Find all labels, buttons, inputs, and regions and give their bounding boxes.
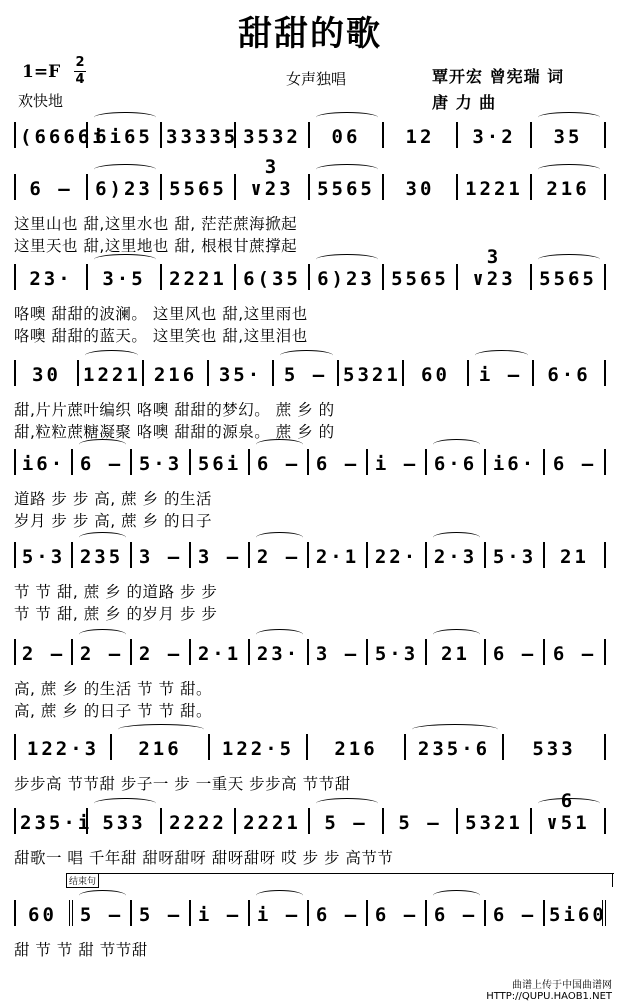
ending-bracket-line bbox=[66, 873, 614, 874]
measure-notes: 5·3 bbox=[21, 546, 66, 568]
measure bbox=[309, 639, 368, 665]
measure-notes: 6 – bbox=[374, 904, 419, 926]
measure bbox=[14, 900, 73, 926]
measure bbox=[532, 264, 606, 290]
measure-notes: 35· bbox=[218, 364, 263, 386]
measure bbox=[236, 808, 310, 834]
measure bbox=[79, 360, 144, 386]
measure bbox=[404, 360, 469, 386]
measure bbox=[458, 808, 532, 834]
measure bbox=[250, 542, 309, 568]
measure bbox=[14, 542, 73, 568]
slur-arc bbox=[256, 439, 303, 450]
measure-notes: 533 bbox=[102, 812, 146, 834]
measure-notes: 21 bbox=[441, 643, 470, 665]
lyric-line: 咯噢 甜甜的波澜。 这里风也 甜,这里雨也 bbox=[14, 305, 308, 323]
slur-arc bbox=[256, 890, 303, 901]
measure-notes: 6 – bbox=[79, 453, 124, 475]
measure-notes: 216 bbox=[546, 178, 590, 200]
measure-notes: 2 – bbox=[79, 643, 124, 665]
slur-arc bbox=[433, 890, 480, 901]
score-row bbox=[14, 540, 606, 623]
measure bbox=[310, 174, 384, 200]
measure-notes: i – bbox=[374, 453, 419, 475]
slur-arc bbox=[475, 350, 528, 361]
score-row bbox=[14, 790, 606, 867]
lyric-line: 这里山也 甜,这里水也 甜, 茫茫蔗海掀起 bbox=[14, 215, 298, 233]
slur-arc bbox=[79, 890, 126, 901]
lyric-line: 这里天也 甜,这里地也 甜, 根根甘蔗撑起 bbox=[14, 237, 298, 255]
measure bbox=[191, 639, 250, 665]
measure-notes: 122·5 bbox=[221, 738, 295, 760]
measure-notes: 6 – bbox=[315, 453, 360, 475]
slur-arc bbox=[538, 164, 600, 175]
lyric-line: 甜 节 节 甜 节节甜 bbox=[14, 941, 148, 959]
measure bbox=[368, 449, 427, 475]
measure bbox=[486, 542, 545, 568]
score-row bbox=[14, 898, 607, 959]
measure bbox=[309, 542, 368, 568]
slur-arc bbox=[316, 798, 378, 809]
measure-notes: i6· bbox=[492, 453, 537, 475]
measure bbox=[458, 174, 532, 200]
notes-line bbox=[14, 637, 606, 665]
measure-notes: 5 – bbox=[79, 904, 124, 926]
notes-line bbox=[14, 156, 606, 200]
slur-arc bbox=[316, 164, 378, 175]
measure bbox=[162, 174, 236, 200]
measure bbox=[250, 900, 309, 926]
measure-notes: 22· bbox=[374, 546, 419, 568]
score-row bbox=[14, 732, 606, 793]
performer-label: 女声独唱 bbox=[286, 70, 347, 88]
slur-arc bbox=[433, 532, 480, 543]
measure-notes: 6)23 bbox=[317, 268, 375, 290]
ending-bracket-end bbox=[612, 873, 613, 887]
watermark-line-1: 曲谱上传于中国曲谱网 bbox=[512, 980, 612, 991]
measure-notes: 6 – bbox=[29, 178, 73, 200]
measure bbox=[88, 808, 162, 834]
ending-marker: 结束句 bbox=[66, 873, 99, 888]
measure bbox=[368, 900, 427, 926]
slur-arc bbox=[94, 164, 156, 175]
measure-notes: 6 – bbox=[492, 904, 537, 926]
measure-notes: 6 – bbox=[315, 904, 360, 926]
measure-notes: 2221 bbox=[169, 268, 227, 290]
measure-notes: 3·2 bbox=[472, 126, 516, 148]
measure-notes: 533 bbox=[532, 738, 576, 760]
measure bbox=[88, 122, 162, 148]
song-title: 甜甜的歌 bbox=[238, 14, 382, 54]
measure-notes: 122·3 bbox=[26, 738, 100, 760]
measure bbox=[368, 542, 427, 568]
measure bbox=[88, 174, 162, 200]
notes-line bbox=[14, 540, 606, 568]
slur-arc bbox=[316, 254, 378, 265]
lyric-line: 咯噢 甜甜的蓝天。 这里笑也 甜,这里泪也 bbox=[14, 327, 308, 345]
measure-notes: 3 ∨23 bbox=[250, 156, 294, 200]
key-signature: 1=F bbox=[22, 62, 61, 82]
lyric-line: 高, 蔗 乡 的生活 节 节 甜。 bbox=[14, 680, 212, 698]
slur-arc bbox=[79, 532, 126, 543]
tempo-marking: 欢快地 bbox=[18, 92, 64, 110]
score-row bbox=[14, 156, 606, 255]
slur-arc bbox=[412, 724, 498, 735]
measure-notes: 5565 bbox=[169, 178, 227, 200]
measure bbox=[250, 639, 309, 665]
score-row bbox=[14, 358, 606, 441]
notes-line bbox=[14, 790, 606, 834]
slur-arc bbox=[538, 798, 600, 809]
measure bbox=[545, 639, 606, 665]
measure bbox=[14, 360, 79, 386]
measure bbox=[73, 639, 132, 665]
slur-arc bbox=[433, 629, 480, 640]
measure bbox=[88, 264, 162, 290]
measure bbox=[384, 174, 458, 200]
measure-notes: 6 – bbox=[552, 643, 597, 665]
measure bbox=[427, 449, 486, 475]
measure-notes: 5321 bbox=[343, 364, 401, 386]
measure bbox=[14, 449, 73, 475]
measure bbox=[309, 900, 368, 926]
measure bbox=[384, 122, 458, 148]
slur-arc bbox=[79, 629, 126, 640]
measure-notes: 216 bbox=[153, 364, 198, 386]
measure-notes: 23· bbox=[29, 268, 73, 290]
measure bbox=[427, 900, 486, 926]
measure-notes: 3·5 bbox=[102, 268, 146, 290]
notes-line bbox=[14, 358, 606, 386]
measure-notes: 5321 bbox=[465, 812, 523, 834]
measure bbox=[308, 734, 406, 760]
time-signature-top: 2 bbox=[75, 55, 85, 70]
measure-notes: i – bbox=[197, 904, 242, 926]
measure bbox=[250, 449, 309, 475]
measure-notes: 2 – bbox=[21, 643, 66, 665]
measure bbox=[458, 122, 532, 148]
measure-notes: i6· bbox=[21, 453, 66, 475]
measure-notes: 6·6 bbox=[547, 364, 591, 386]
slur-arc bbox=[94, 254, 156, 265]
lyric-line: 高, 蔗 乡 的日子 节 节 甜。 bbox=[14, 702, 212, 720]
lyric-line: 甜,片片蔗叶编织 咯噢 甜甜的梦幻。 蔗 乡 的 bbox=[14, 401, 335, 419]
measure bbox=[545, 900, 606, 926]
measure bbox=[532, 174, 606, 200]
measure bbox=[73, 542, 132, 568]
measure-notes: 6i65 bbox=[95, 126, 153, 148]
measure-notes: 216 bbox=[138, 738, 182, 760]
notes-line bbox=[14, 898, 606, 926]
measure-notes: 2222 bbox=[169, 812, 227, 834]
measure bbox=[112, 734, 210, 760]
measure-notes: 3532 bbox=[243, 126, 301, 148]
measure-notes: 5i60 bbox=[549, 904, 607, 926]
measure-notes: 2 – bbox=[256, 546, 301, 568]
measure bbox=[532, 122, 606, 148]
measure bbox=[274, 360, 339, 386]
lyricist-credit: 覃开宏 曾宪瑞 词 bbox=[432, 67, 565, 86]
measure bbox=[191, 542, 250, 568]
measure-notes: 5·3 bbox=[374, 643, 419, 665]
measure bbox=[236, 264, 310, 290]
measure bbox=[132, 639, 191, 665]
lyric-line: 步步高 节节甜 步子一 步 一重天 步步高 节节甜 bbox=[14, 775, 351, 793]
measure-notes: 5·3 bbox=[138, 453, 183, 475]
measure-notes: 35 bbox=[553, 126, 583, 148]
measure bbox=[14, 808, 93, 834]
measure bbox=[469, 360, 534, 386]
measure bbox=[132, 542, 191, 568]
measure-notes: 6 – bbox=[552, 453, 597, 475]
measure-notes: 5565 bbox=[539, 268, 597, 290]
measure-notes: 5 – bbox=[398, 812, 442, 834]
score-row bbox=[14, 120, 606, 148]
slur-arc bbox=[538, 254, 600, 265]
notes-line bbox=[14, 120, 606, 148]
slur-arc bbox=[316, 112, 378, 123]
measure-notes: 30 bbox=[32, 364, 61, 386]
measure-notes: 6·6 bbox=[433, 453, 478, 475]
measure-notes: 60 bbox=[421, 364, 450, 386]
measure bbox=[310, 808, 384, 834]
notes-line bbox=[14, 732, 606, 760]
measure bbox=[384, 808, 458, 834]
measure bbox=[427, 639, 486, 665]
measure bbox=[236, 122, 310, 148]
measure bbox=[144, 360, 209, 386]
measure bbox=[132, 449, 191, 475]
measure bbox=[310, 122, 384, 148]
measure bbox=[191, 900, 250, 926]
lyric-line: 岁月 步 步 高, 蔗 乡 的日子 bbox=[14, 512, 212, 530]
composer-credit: 唐 力 曲 bbox=[432, 93, 497, 112]
measure-notes: 5·3 bbox=[492, 546, 537, 568]
measure bbox=[14, 174, 88, 200]
measure bbox=[368, 639, 427, 665]
notes-line bbox=[14, 447, 606, 475]
measure-notes: 5565 bbox=[391, 268, 449, 290]
measure-notes: 235 bbox=[79, 546, 124, 568]
measure bbox=[486, 639, 545, 665]
measure-notes: 6)23 bbox=[95, 178, 153, 200]
measure-notes: i – bbox=[256, 904, 301, 926]
site-watermark bbox=[486, 980, 612, 1002]
measure-notes: 3 – bbox=[315, 643, 360, 665]
measure-notes: 06 bbox=[331, 126, 361, 148]
measure-notes: 6 ∨51 bbox=[546, 790, 590, 834]
slur-arc bbox=[79, 439, 126, 450]
slur-arc bbox=[94, 798, 156, 809]
measure bbox=[162, 122, 239, 148]
lyric-line: 节 节 甜, 蔗 乡 的岁月 步 步 bbox=[14, 605, 218, 623]
slur-arc bbox=[256, 532, 303, 543]
measure bbox=[384, 264, 458, 290]
measure bbox=[406, 734, 504, 760]
score-row bbox=[14, 447, 606, 530]
measure-notes: 1221 bbox=[465, 178, 523, 200]
measure-notes: 6 – bbox=[433, 904, 478, 926]
measure bbox=[209, 360, 274, 386]
measure bbox=[73, 449, 132, 475]
measure-notes: 21 bbox=[560, 546, 589, 568]
measure-notes: 2·1 bbox=[197, 643, 242, 665]
lyric-line: 甜歌一 唱 千年甜 甜呀甜呀 甜呀甜呀 哎 步 步 高节节 bbox=[14, 849, 394, 867]
measure bbox=[191, 449, 250, 475]
measure-notes: 216 bbox=[334, 738, 378, 760]
measure-notes: 23· bbox=[256, 643, 301, 665]
measure-notes: 2·3 bbox=[433, 546, 478, 568]
measure-notes: 2221 bbox=[243, 812, 301, 834]
slur-arc bbox=[118, 724, 204, 735]
slur-arc bbox=[85, 350, 138, 361]
lyric-line: 道路 步 步 高, 蔗 乡 的生活 bbox=[14, 490, 212, 508]
measure bbox=[14, 734, 112, 760]
measure bbox=[14, 264, 88, 290]
slur-arc bbox=[94, 112, 156, 123]
measure-notes: 3 ∨23 bbox=[472, 246, 516, 290]
measure bbox=[132, 900, 191, 926]
measure bbox=[534, 360, 606, 386]
measure-notes: 5 – bbox=[138, 904, 183, 926]
measure-notes: 12 bbox=[405, 126, 435, 148]
measure bbox=[210, 734, 308, 760]
measure-notes: 3 – bbox=[197, 546, 242, 568]
measure bbox=[310, 264, 384, 290]
slur-arc bbox=[433, 439, 480, 450]
measure-notes: 1221 bbox=[83, 364, 141, 386]
lyric-line: 节 节 甜, 蔗 乡 的道路 步 步 bbox=[14, 583, 218, 601]
measure-notes: (6666i bbox=[20, 126, 107, 148]
measure bbox=[162, 808, 236, 834]
watermark-line-2: HTTP://QUPU.HAOB1.NET bbox=[486, 991, 612, 1002]
measure bbox=[73, 900, 132, 926]
measure-notes: 2·1 bbox=[315, 546, 360, 568]
measure bbox=[236, 156, 310, 200]
measure-notes: 33335 bbox=[166, 126, 239, 148]
measure-notes: 6 – bbox=[492, 643, 537, 665]
measure-notes: 235·i bbox=[20, 812, 93, 834]
measure-notes: 56i bbox=[197, 453, 242, 475]
measure-notes: 2 – bbox=[138, 643, 183, 665]
slur-arc bbox=[538, 112, 600, 123]
measure bbox=[545, 449, 606, 475]
measure-notes: 30 bbox=[405, 178, 435, 200]
measure bbox=[162, 264, 236, 290]
measure-notes: 60 bbox=[28, 904, 57, 926]
measure bbox=[486, 900, 545, 926]
time-signature bbox=[74, 56, 86, 87]
measure bbox=[532, 790, 606, 834]
measure bbox=[486, 449, 545, 475]
measure bbox=[339, 360, 404, 386]
measure-notes: 5565 bbox=[317, 178, 375, 200]
measure-notes: 6(35 bbox=[243, 268, 301, 290]
measure bbox=[427, 542, 486, 568]
measure bbox=[14, 639, 73, 665]
measure bbox=[309, 449, 368, 475]
measure bbox=[14, 122, 107, 148]
time-signature-bottom: 4 bbox=[75, 72, 85, 87]
measure bbox=[458, 246, 532, 290]
measure-notes: 5 – bbox=[324, 812, 368, 834]
measure bbox=[545, 542, 606, 568]
measure-notes: 5 – bbox=[283, 364, 328, 386]
measure-notes: 6 – bbox=[256, 453, 301, 475]
score-row bbox=[14, 637, 606, 720]
measure bbox=[504, 734, 606, 760]
measure-notes: i – bbox=[478, 364, 523, 386]
slur-arc bbox=[256, 629, 303, 640]
slur-arc bbox=[280, 350, 333, 361]
measure-notes: 3 – bbox=[138, 546, 183, 568]
measure-notes: 235·6 bbox=[417, 738, 491, 760]
lyric-line: 甜,粒粒蔗糖凝聚 咯噢 甜甜的源泉。 蔗 乡 的 bbox=[14, 423, 335, 441]
